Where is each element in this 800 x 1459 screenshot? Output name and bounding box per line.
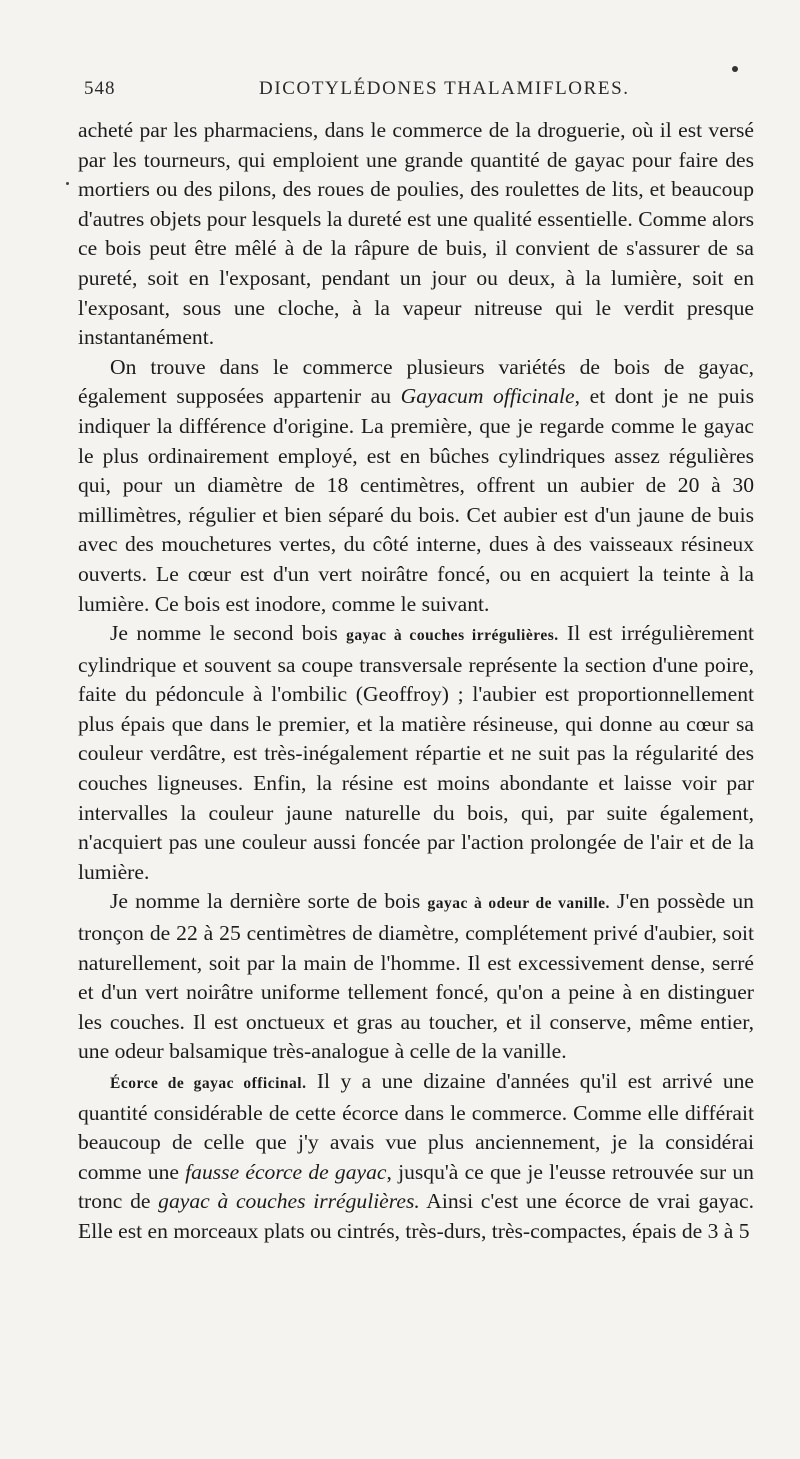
paragraph-1-text: acheté par les pharmaciens, dans le commerce de la droguerie, où il est versé par les tourneurs, qui emploient une grande quantité de gayac pour faire des mortiers ou des pilons, des roues de poulies, des roulettes de lits, et beaucoup d'autres objets pour lesquels la dureté est une qualité essentielle. Comme alors ce bois peut être mêlé à de la râpure de buis, il convient de s'assurer de sa pureté, soit en l'exposant, pendant un jour ou deux, à la lumière, soit en l'exposant, sous une cloche, à la vapeur nitreuse qui le verdit presque instantanément. <box>78 118 754 350</box>
paragraph-1 <box>78 116 754 353</box>
species-name: Gayacum officinale <box>400 384 575 409</box>
paragraph-4-text-start: Je nomme la dernière sorte de bois <box>110 889 428 914</box>
italic-gayac-couches: gayac à couches irrégulières. <box>158 1189 420 1214</box>
paragraph-4-text-end: J'en possède un tronçon de 22 à 25 centimètres de diamètre, complétement privé d'aubier, soit naturellement, soit par la main de l'homme. Il est excessivement dense, serré et d'un vert noirâtre uniforme tellement foncé, qu'on a peine à en distinguer les couches. Il est onctueux et gras au toucher, et il conserve, même entier, une odeur balsamique très-analogue à celle de la vanille. <box>78 889 754 1064</box>
italic-fausse-ecorce: fausse écorce de gayac <box>185 1159 387 1184</box>
term-odeur-vanille: gayac à odeur de vanille. <box>427 895 610 913</box>
paragraph-3 <box>78 619 754 887</box>
page-header <box>84 78 760 106</box>
term-couches-irregulieres: gayac à couches irrégulières. <box>346 627 559 645</box>
running-title: DICOTYLÉDONES THALAMIFLORES. <box>259 78 630 99</box>
margin-mark <box>66 182 69 185</box>
paragraph-5-text-mid: , jusqu'à ce que je l'eusse retrouvée sur un tronc de <box>78 1159 754 1214</box>
paragraph-3-text-start: Je nomme le second bois <box>110 621 347 646</box>
paragraph-3-text-end: Il est irrégulièrement cylindrique et souvent sa coupe transversale représente la section d'une poire, faite du pédoncule à l'ombilic (Geoffroy) ; l'aubier est proportionnellement plus épais que dans le premier, et la matière résineuse, qui donne au cœur sa couleur verdâtre, est très-inégalement répartie et ne suit pas la régularité des couches ligneuses. Enfin, la résine est moins abondante et laisse voir par intervalles la couleur jaune naturelle du bois, qui, par suite également, n'acquiert pas une couleur aussi foncée par l'action prolongée de l'air et de la lumière. <box>78 621 755 884</box>
paragraph-4 <box>78 887 754 1067</box>
paragraph-2 <box>78 353 754 619</box>
paragraph-5-text-start: Il y a une dizaine d'années qu'il est arrivé une quantité considérable de cette écorce dans le commerce. Comme elle différait beaucoup de celle que j'y avais vue plus anciennement, je la considérai comme une <box>78 1069 755 1184</box>
paragraph-2-text-end: , et dont je ne puis indiquer la différence d'origine. La première, que je regarde comme le gayac le plus ordinairement employé, est en bûches cylindriques assez régulières qui, pour un diamètre de 18 centimètres, offrent un aubier de 20 à 30 millimètres, régulier et bien séparé du bois. Cet aubier est d'un jaune de buis avec des mouchetures vertes, du côté interne, dues à des vaisseaux résineux ouverts. Le cœur est d'un vert noirâtre foncé, ou en acquiert la teinte à la lumière. Ce bois est inodore, comme le suivant. <box>78 384 755 616</box>
section-heading-ecorce: Écorce de gayac officinal. <box>110 1075 307 1092</box>
page-number: 548 <box>84 78 116 99</box>
paragraph-5-text-end: Ainsi c'est une écorce de vrai gayac. Elle est en morceaux plats ou cintrés, très-durs, très-compactes, épais de 3 à 5 <box>78 1189 754 1243</box>
ink-speck <box>732 66 738 72</box>
paragraph-5 <box>78 1067 754 1247</box>
paragraph-2-text-start: On trouve dans le commerce plusieurs variétés de bois de gayac, également supposées appartenir au <box>78 354 754 409</box>
body-text <box>78 116 754 1247</box>
